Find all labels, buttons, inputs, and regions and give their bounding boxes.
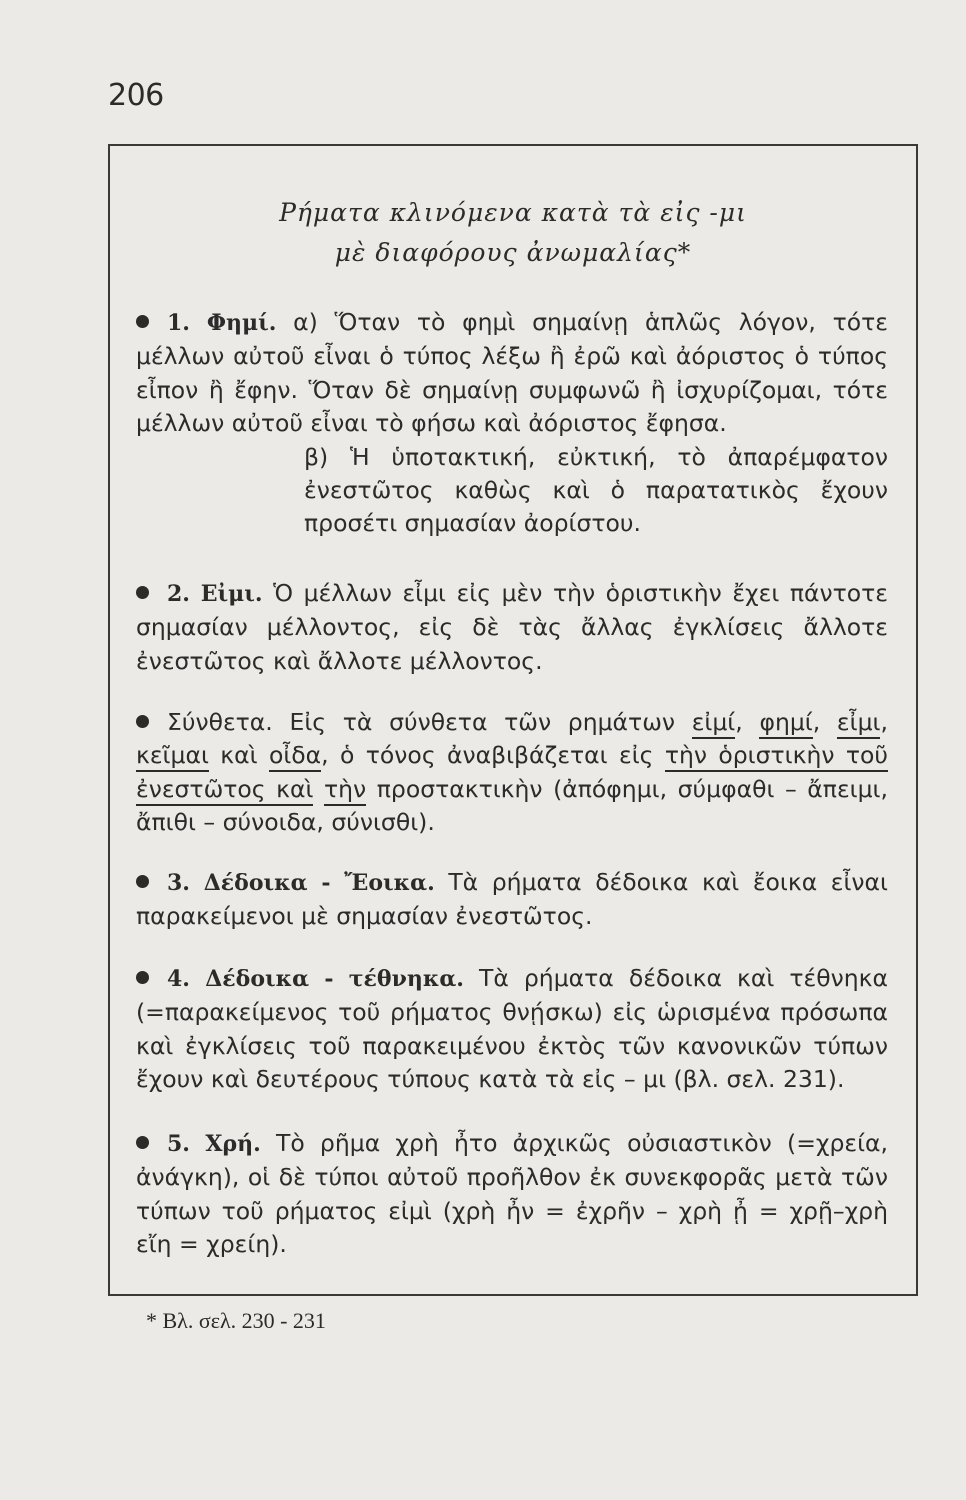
section-1 bbox=[136, 306, 888, 541]
section-3 bbox=[136, 866, 888, 934]
underlined-phrase: τὴν ὁριστικὴν τοῦ ἐνεστῶτος καὶ bbox=[136, 741, 888, 805]
bullet-icon bbox=[136, 1136, 149, 1149]
bullet-icon bbox=[136, 875, 149, 888]
underlined-word: φημί bbox=[759, 708, 812, 739]
section-4-text: Τὰ ρήματα δέδοικα καὶ τέθνηκα (=παρακείμενος τοῦ ρήματος θνῄσκω) εἰς ὡρισμένα πρόσωπα καὶ ἐγκλίσεις τοῦ παρακειμένου ἐκτὸς τῶν κανονικῶν τύπων ἔχουν καὶ δευτέρους τύπους κατὰ τὰ εἰς – μι (βλ. σελ. 231). bbox=[136, 964, 888, 1094]
compounds-text bbox=[313, 775, 324, 803]
compounds-heading: Σύνθετα. bbox=[167, 708, 273, 736]
section-2 bbox=[136, 577, 888, 678]
section-5-text: Τὸ ρῆμα χρὴ ἦτο ἀρχικῶς οὐσιαστικὸν (=χρεία, ἀνάγκη), οἱ δὲ τύποι αὐτοῦ προῆλθον ἐκ συνεκφορᾶς μετὰ τῶν τύπων τοῦ ρήματος εἰμὶ (χρὴ ἦν = ἐχρῆν – χρὴ ᾖ = χρῇ–χρὴ εἴη = χρείη). bbox=[136, 1129, 889, 1259]
section-4-paragraph bbox=[136, 962, 888, 1097]
footnote: * Βλ. σελ. 230 - 231 bbox=[146, 1308, 326, 1333]
bullet-icon bbox=[136, 586, 149, 599]
section-4-heading: 4. Δέδοικα - τέθνηκα. bbox=[167, 966, 464, 992]
page-number: 206 bbox=[108, 78, 164, 113]
compounds-text: προστακτικὴν (ἀπόφημι, σύμφαθι – ἄπειμι, ἄπιθι – σύνοιδα, σύνισθι). bbox=[136, 774, 888, 837]
underlined-word: εἶμι bbox=[837, 708, 881, 739]
section-1-paragraph-a bbox=[136, 306, 888, 441]
compounds-text: , bbox=[735, 708, 760, 736]
section-1-text-a: α) Ὅταν τὸ φημὶ σημαίνῃ ἁπλῶς λόγον, τότε μέλλων αὐτοῦ εἶναι ὁ τύπος λέξω ἢ ἐρῶ καὶ ἀόριστος ὁ τύπος εἶπον ἢ ἔφην. Ὅταν δὲ σημαίνῃ συμφωνῶ ἢ ἰσχυρίζομαι, τότε μέλλων αὐτοῦ εἶναι τὸ φήσω καὶ ἀόριστος ἔφησα. bbox=[136, 308, 888, 438]
section-2-text: Ὁ μέλλων εἶμι εἰς μὲν τὴν ὁριστικὴν ἔχει πάντοτε σημασίαν μέλλοντος, εἰς δὲ τὰς ἄλλας ἐγκλίσεις ἄλλοτε ἐνεστῶτος καὶ ἄλλοτε μέλλοντος. bbox=[136, 579, 888, 675]
section-title-line-1: Ρήματα κλινόμενα κατὰ τὰ εἰς -μι bbox=[279, 198, 747, 227]
section-1-text-b: β) Ἡ ὑποτακτική, εὐκτική, τὸ ἀπαρέμφατον ἐνεστῶτος καθὼς καὶ ὁ παρατατικὸς ἔχουν προσέτι σημασίαν ἀορίστου. bbox=[304, 442, 888, 538]
bullet-icon bbox=[136, 315, 149, 328]
section-3-heading: 3. Δέδοικα - Ἔοικα. bbox=[167, 870, 435, 896]
bullet-icon bbox=[136, 971, 149, 984]
frame-bottom-rule bbox=[108, 1294, 918, 1296]
bullet-icon bbox=[136, 715, 149, 728]
section-2-heading: 2. Εἰμι. bbox=[167, 581, 263, 607]
section-5 bbox=[136, 1127, 888, 1262]
compounds-text: , bbox=[880, 708, 888, 736]
section-3-paragraph bbox=[136, 866, 888, 934]
underlined-word: τὴν bbox=[324, 775, 366, 806]
section-5-paragraph bbox=[136, 1127, 888, 1262]
compounds-text: καὶ bbox=[208, 741, 269, 770]
underlined-word: οἶδα bbox=[269, 741, 321, 772]
underlined-word: εἰμί bbox=[692, 708, 736, 739]
underlined-word: κεῖμαι bbox=[136, 741, 209, 772]
section-compounds bbox=[136, 706, 888, 840]
section-4 bbox=[136, 962, 888, 1097]
section-2-paragraph bbox=[136, 577, 888, 678]
compounds-text: Εἰς τὰ σύνθετα τῶν ρημάτων bbox=[272, 708, 692, 736]
section-1-heading: 1. Φημί. bbox=[167, 310, 277, 336]
section-3-text: Τὰ ρήματα δέδοικα καὶ ἔοικα εἶναι παρακείμενοι μὲ σημασίαν ἐνεστῶτος. bbox=[136, 868, 888, 931]
compounds-paragraph bbox=[136, 706, 888, 840]
section-title-line-2: μὲ διαφόρους ἀνωμαλίας* bbox=[334, 238, 692, 267]
section-5-heading: 5. Χρή. bbox=[167, 1131, 261, 1157]
compounds-text: , ὁ τόνος ἀναβιβάζεται εἰς bbox=[321, 741, 665, 770]
section-1-paragraph-b bbox=[136, 441, 888, 541]
compounds-text: , bbox=[812, 708, 837, 736]
